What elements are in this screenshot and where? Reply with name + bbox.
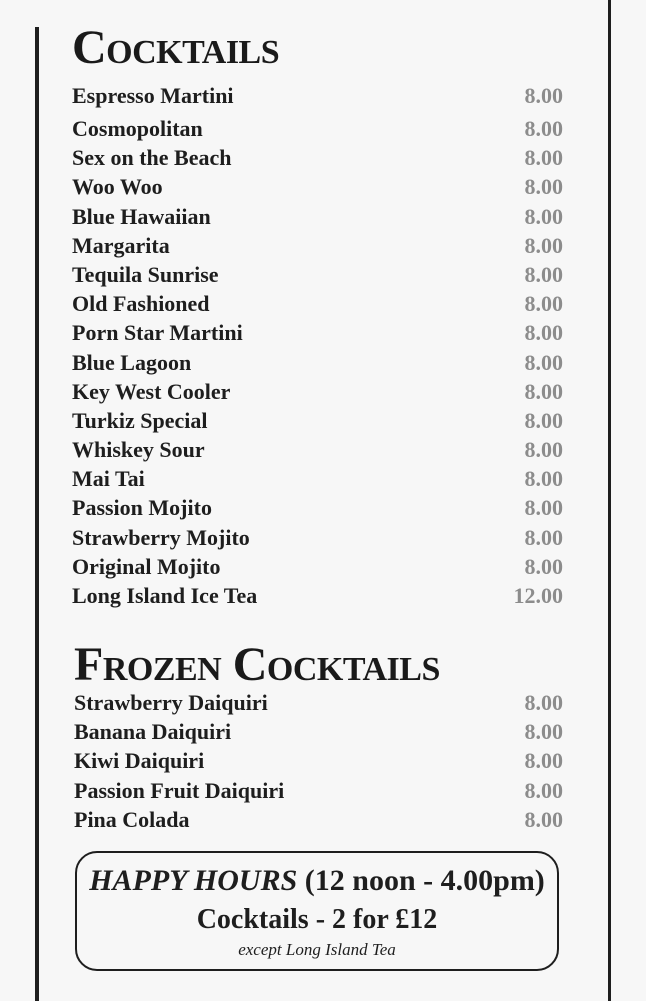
menu-item-name: Key West Cooler xyxy=(72,378,231,404)
cocktail-menu-item xyxy=(72,318,563,347)
menu-item-price: 8.00 xyxy=(524,320,563,346)
menu-item-price: 8.00 xyxy=(524,748,563,774)
menu-item-name: Woo Woo xyxy=(72,174,163,200)
frozen-cocktail-menu-item xyxy=(74,746,563,775)
cocktail-menu-item xyxy=(72,81,563,114)
menu-item-name: Original Mojito xyxy=(72,553,221,579)
menu-item-name: Whiskey Sour xyxy=(72,437,205,463)
menu-item-name: Mai Tai xyxy=(72,466,145,492)
menu-item-name: Turkiz Special xyxy=(72,407,208,433)
menu-item-price: 8.00 xyxy=(524,145,563,171)
menu-item-name: Kiwi Daiquiri xyxy=(74,748,205,774)
cocktail-menu-item xyxy=(72,231,563,260)
menu-item-name: Long Island Ice Tea xyxy=(72,583,258,608)
menu-item-name: Cosmopolitan xyxy=(72,116,203,141)
cocktails-list xyxy=(72,81,563,610)
cocktail-menu-item xyxy=(72,289,563,318)
menu-item-price: 8.00 xyxy=(524,116,563,141)
menu-item-price: 8.00 xyxy=(524,437,563,463)
cocktail-menu-item xyxy=(72,143,563,172)
cocktail-menu-item xyxy=(72,377,563,406)
cocktail-menu-item xyxy=(72,348,563,377)
happy-hours-time: (12 noon - 4.00pm) xyxy=(304,864,545,897)
menu-item-price: 12.00 xyxy=(513,583,563,608)
menu-item-name: Tequila Sunrise xyxy=(72,261,219,287)
menu-item-name: Strawberry Mojito xyxy=(72,524,250,550)
menu-item-price: 8.00 xyxy=(524,378,563,404)
cocktail-menu-item xyxy=(72,114,563,143)
menu-item-name: Banana Daiquiri xyxy=(74,719,232,745)
menu-item-name: Passion Fruit Daiquiri xyxy=(74,777,285,803)
frozen-cocktail-menu-item xyxy=(74,805,563,834)
menu-item-name: Espresso Martini xyxy=(72,83,234,108)
menu-item-price: 8.00 xyxy=(524,719,563,745)
happy-hours-box xyxy=(75,851,559,971)
menu-item-name: Sex on the Beach xyxy=(72,145,232,171)
cocktail-menu-item xyxy=(72,172,563,201)
happy-hours-exception-note: except Long Island Tea xyxy=(238,940,396,959)
menu-item-name: Blue Lagoon xyxy=(72,349,192,375)
menu-item-price: 8.00 xyxy=(524,203,563,229)
right-border-rule xyxy=(608,0,611,1001)
menu-item-name: Porn Star Martini xyxy=(72,320,243,346)
menu-item-price: 8.00 xyxy=(524,777,563,803)
frozen-cocktail-menu-item xyxy=(74,776,563,805)
menu-item-price: 8.00 xyxy=(524,407,563,433)
cocktail-menu-item xyxy=(72,581,563,610)
happy-hours-title: HAPPY HOURS xyxy=(89,864,298,897)
menu-item-price: 8.00 xyxy=(524,553,563,579)
cocktail-menu-item xyxy=(72,523,563,552)
cocktail-menu-item xyxy=(72,552,563,581)
menu-item-price: 8.00 xyxy=(524,232,563,258)
frozen-cocktails-heading: Frozen Cocktails xyxy=(74,638,440,691)
frozen-cocktail-menu-item xyxy=(74,717,563,746)
cocktails-heading: Cocktails xyxy=(72,21,280,74)
cocktail-menu-item xyxy=(72,493,563,522)
cocktail-menu-item xyxy=(72,202,563,231)
menu-item-price: 8.00 xyxy=(524,83,563,108)
menu-item-price: 8.00 xyxy=(524,466,563,492)
cocktail-menu-item xyxy=(72,406,563,435)
happy-hours-headline xyxy=(77,863,557,899)
frozen-cocktails-list xyxy=(74,688,563,834)
menu-item-price: 8.00 xyxy=(524,261,563,287)
menu-item-price: 8.00 xyxy=(524,806,563,832)
menu-item-price: 8.00 xyxy=(524,174,563,200)
cocktail-menu-item xyxy=(72,435,563,464)
menu-item-name: Strawberry Daiquiri xyxy=(74,690,268,715)
menu-item-price: 8.00 xyxy=(524,495,563,521)
menu-item-name: Passion Mojito xyxy=(72,495,212,521)
menu-item-name: Margarita xyxy=(72,232,170,258)
cocktail-menu-item xyxy=(72,260,563,289)
menu-item-price: 8.00 xyxy=(524,690,563,715)
menu-item-name: Old Fashioned xyxy=(72,291,210,317)
cocktail-menu-item xyxy=(72,464,563,493)
menu-item-price: 8.00 xyxy=(524,349,563,375)
menu-item-price: 8.00 xyxy=(524,524,563,550)
frozen-cocktail-menu-item xyxy=(74,688,563,717)
happy-hours-offer: Cocktails - 2 for £12 xyxy=(196,904,438,935)
menu-item-name: Pina Colada xyxy=(74,806,190,832)
menu-item-name: Blue Hawaiian xyxy=(72,203,211,229)
left-border-rule xyxy=(35,27,39,1001)
menu-item-price: 8.00 xyxy=(524,291,563,317)
